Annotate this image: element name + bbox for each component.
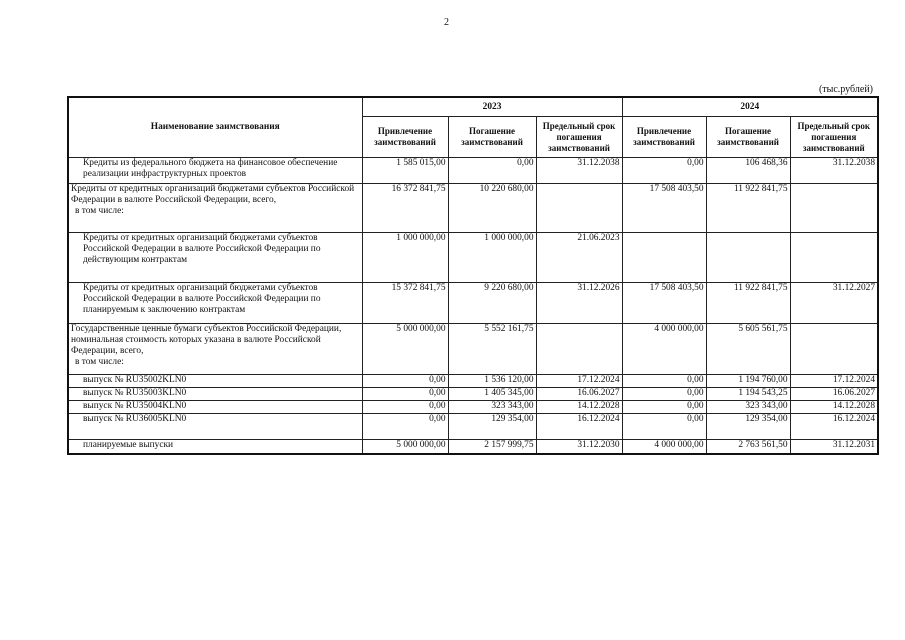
deadline-cell: 31.12.2038 [790, 158, 878, 184]
amount-cell: 0,00 [448, 158, 536, 184]
borrowing-name [68, 401, 362, 414]
deadline-cell: 14.12.2028 [536, 401, 622, 414]
amount-cell: 0,00 [362, 401, 448, 414]
amount-cell: 0,00 [362, 414, 448, 440]
table-row [68, 440, 878, 454]
deadline-cell: 14.12.2028 [790, 401, 878, 414]
borrowing-name-text: Государственные ценные бумаги субъектов Российской Федерации, номинальная стоимость которых указана в валюте Российской Федерации, всего, [71, 324, 342, 356]
subheader-deadline: Предельный срок погашения заимствований [790, 117, 878, 158]
deadline-cell: 17.12.2024 [536, 375, 622, 388]
borrowing-name-text: выпуск № RU36005KLN0 [83, 414, 187, 424]
borrowing-name [68, 233, 362, 283]
deadline-cell [790, 324, 878, 375]
year-header-2023: 2023 [362, 97, 622, 117]
table-row [68, 388, 878, 401]
borrowing-name-text: Кредиты от кредитных организаций бюджетами субъектов Российской Федерации в валюте Российской Федерации по действующим контрактам [83, 233, 321, 265]
borrowing-name [68, 414, 362, 440]
subheader-deadline: Предельный срок погашения заимствований [536, 117, 622, 158]
amount-cell: 5 605 561,75 [706, 324, 790, 375]
borrowing-name-text: выпуск № RU35004KLN0 [83, 401, 187, 411]
amount-cell: 0,00 [622, 401, 706, 414]
table-body [68, 158, 878, 454]
amount-cell: 15 372 841,75 [362, 283, 448, 324]
table-row [68, 414, 878, 440]
amount-cell: 17 508 403,50 [622, 283, 706, 324]
amount-cell: 16 372 841,75 [362, 184, 448, 233]
borrowing-name [68, 324, 362, 375]
amount-cell [706, 233, 790, 283]
amount-cell: 4 000 000,00 [622, 440, 706, 454]
amount-cell: 323 343,00 [448, 401, 536, 414]
deadline-cell [790, 184, 878, 233]
unit-label: (тыс.рублей) [818, 84, 873, 95]
borrowing-name [68, 388, 362, 401]
table-row [68, 283, 878, 324]
table-row [68, 158, 878, 184]
amount-cell: 11 922 841,75 [706, 283, 790, 324]
amount-cell: 4 000 000,00 [622, 324, 706, 375]
table-row [68, 324, 878, 375]
deadline-cell: 16.06.2027 [790, 388, 878, 401]
amount-cell: 0,00 [362, 375, 448, 388]
borrowing-name-text: Кредиты от кредитных организаций бюджетами субъектов Российской Федерации в валюте Российской Федерации по планируемым к заключению контрактам [83, 283, 321, 315]
deadline-cell [536, 184, 622, 233]
amount-cell: 11 922 841,75 [706, 184, 790, 233]
subheader-repayment: Погашение заимствований [706, 117, 790, 158]
subheader-attraction: Привлечение заимствований [622, 117, 706, 158]
borrowing-name [68, 440, 362, 454]
year-header-2024: 2024 [622, 97, 878, 117]
including-label: в том числе: [75, 357, 124, 367]
deadline-cell: 21.06.2023 [536, 233, 622, 283]
amount-cell: 0,00 [622, 414, 706, 440]
table-row [68, 233, 878, 283]
amount-cell: 1 536 120,00 [448, 375, 536, 388]
amount-cell: 129 354,00 [448, 414, 536, 440]
deadline-cell: 16.06.2027 [536, 388, 622, 401]
amount-cell: 1 194 760,00 [706, 375, 790, 388]
amount-cell: 1 585 015,00 [362, 158, 448, 184]
amount-cell: 9 220 680,00 [448, 283, 536, 324]
name-column-header: Наименование заимствования [68, 97, 362, 158]
amount-cell: 2 763 561,50 [706, 440, 790, 454]
deadline-cell: 31.12.2038 [536, 158, 622, 184]
deadline-cell [790, 233, 878, 283]
amount-cell: 323 343,00 [706, 401, 790, 414]
amount-cell: 0,00 [362, 388, 448, 401]
amount-cell: 1 405 345,00 [448, 388, 536, 401]
amount-cell: 10 220 680,00 [448, 184, 536, 233]
amount-cell: 0,00 [622, 158, 706, 184]
page-number: 2 [444, 17, 449, 28]
amount-cell: 1 194 543,25 [706, 388, 790, 401]
amount-cell: 5 552 161,75 [448, 324, 536, 375]
borrowing-name [68, 158, 362, 184]
borrowing-name [68, 375, 362, 388]
amount-cell: 106 468,36 [706, 158, 790, 184]
deadline-cell: 17.12.2024 [790, 375, 878, 388]
amount-cell: 0,00 [622, 388, 706, 401]
deadline-cell: 31.12.2030 [536, 440, 622, 454]
amount-cell: 0,00 [622, 375, 706, 388]
table-row [68, 375, 878, 388]
amount-cell: 17 508 403,50 [622, 184, 706, 233]
borrowing-name-text: выпуск № RU35002KLN0 [83, 375, 187, 385]
borrowing-name [68, 184, 362, 233]
subheader-repayment: Погашение заимствований [448, 117, 536, 158]
table-row [68, 401, 878, 414]
deadline-cell: 31.12.2026 [536, 283, 622, 324]
borrowing-name [68, 283, 362, 324]
amount-cell: 1 000 000,00 [448, 233, 536, 283]
deadline-cell: 16.12.2024 [790, 414, 878, 440]
deadline-cell [536, 324, 622, 375]
subheader-attraction: Привлечение заимствований [362, 117, 448, 158]
borrowing-name-text: Кредиты от кредитных организаций бюджетами субъектов Российской Федерации в валюте Российской Федерации, всего, [71, 184, 355, 205]
amount-cell: 5 000 000,00 [362, 324, 448, 375]
including-label: в том числе: [75, 206, 124, 216]
borrowings-table [67, 96, 879, 455]
deadline-cell: 31.12.2031 [790, 440, 878, 454]
amount-cell: 1 000 000,00 [362, 233, 448, 283]
amount-cell: 5 000 000,00 [362, 440, 448, 454]
amount-cell: 2 157 999,75 [448, 440, 536, 454]
deadline-cell: 31.12.2027 [790, 283, 878, 324]
borrowing-name-text: выпуск № RU35003KLN0 [83, 388, 187, 398]
amount-cell: 129 354,00 [706, 414, 790, 440]
table-row [68, 184, 878, 233]
borrowing-name-text: Кредиты из федерального бюджета на финансовое обеспечение реализации инфраструктурных проектов [83, 158, 338, 179]
amount-cell [622, 233, 706, 283]
borrowing-name-text: планируемые выпуски [83, 440, 174, 450]
deadline-cell: 16.12.2024 [536, 414, 622, 440]
